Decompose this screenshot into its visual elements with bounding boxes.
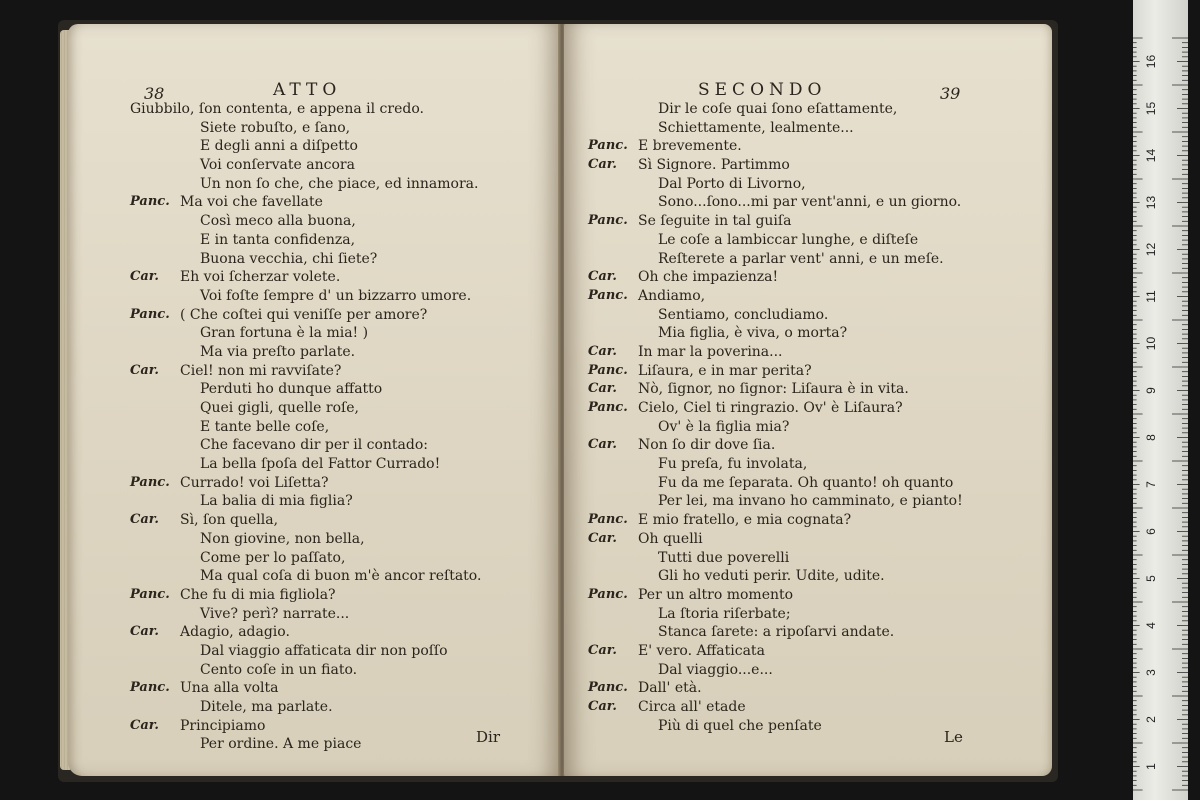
verse-text: Ma via preſto parlate. [200,343,356,360]
verse-text: La balia di mia figlia? [200,493,353,510]
verse-text: Per ordine. A me piace [200,736,362,753]
verse-text: Una alla volta [180,680,279,697]
text-line [588,156,963,175]
speaker-label: Car. [130,512,159,528]
text-line [130,362,481,381]
text-line [588,586,963,605]
verse-text: Sono...ſono...mi par vent'anni, e un giorno. [658,194,962,211]
verse-text: Non ſo dir dove ſia. [638,437,776,454]
text-line [588,399,963,418]
verse-text: Voi foſte ſempre d' un bizzarro umore. [200,287,472,304]
speaker-label [588,455,638,474]
speaker-label [588,306,638,325]
verse-text: Voi conſervate ancora [200,157,355,174]
speaker-label [588,492,638,511]
verse-text: Cento coſe in un fiato. [200,661,358,678]
speaker-label [588,231,638,250]
left-catchword: Dir [476,728,500,746]
verse-text: Liſaura, e in mar perita? [638,362,812,379]
verse-text: E brevemente. [638,138,742,155]
speaker-label: Car. [130,269,159,285]
speaker-label: Panc. [588,287,628,303]
text-line [130,343,481,362]
speaker-label [130,380,180,399]
text-line [130,717,481,736]
ruler-label: 3 [1144,669,1158,676]
verse-text: E mio fratello, e mia cognata? [638,512,852,529]
verse-text: Ciel! non mi ravviſate? [180,362,342,379]
speaker-label [130,156,180,175]
speaker-label [588,418,638,437]
text-line [588,492,963,511]
measuring-ruler [1133,0,1188,800]
verse-text: Dal viaggio...e... [658,661,773,678]
speaker-label [130,212,180,231]
speaker-label [130,399,180,418]
verse-text: La bella ſpoſa del Fattor Currado! [200,456,441,473]
speaker-label [588,100,638,119]
left-text-block [130,100,481,754]
text-line [588,661,963,680]
right-text-block [588,100,963,735]
speaker-label [130,605,180,624]
right-running-header: SECONDO [698,80,827,100]
verse-text: Nò, ſignor, no ſignor: Liſaura è in vita. [638,381,909,398]
speaker-label: Panc. [588,400,628,415]
verse-text: Tutti due poverelli [658,549,790,566]
verse-text: Ma voi che favellate [180,194,323,211]
text-line [130,549,481,568]
verse-text: Fu preſa, fu involata, [658,456,808,473]
speaker-label: Panc. [130,306,170,322]
speaker-label [130,418,180,437]
text-line [588,605,963,624]
text-line [130,605,481,624]
speaker-label [130,492,180,511]
speaker-label: Panc. [588,213,628,229]
verse-text: Ma qual coſa di buon m'è ancor reſtato. [200,568,482,585]
verse-text: Fu da me ſeparata. Oh quanto! oh quanto [658,474,954,491]
verse-text: Siete robuſto, e ſano, [200,119,351,136]
text-line [588,287,963,306]
ruler-label: 7 [1144,481,1158,488]
verse-text: Reſterete a parlar vent' anni, e un meſe. [658,250,944,267]
ruler-label: 5 [1144,575,1158,582]
text-line [588,567,963,586]
speaker-label [130,343,180,362]
verse-text: Dall' età. [638,680,702,697]
verse-text: Eh voi ſcherzar volete. [180,269,341,286]
verse-text: Per un altro momento [638,586,794,603]
text-line [130,250,481,269]
verse-text: Non giovine, non bella, [200,530,365,547]
right-page-number: 39 [940,84,961,103]
speaker-label [588,623,638,642]
speaker-label [588,567,638,586]
verse-text: Ov' è la figlia mia? [658,418,790,435]
ruler-label: 16 [1144,54,1158,69]
speaker-label: Car. [588,343,617,359]
speaker-label [130,231,180,250]
speaker-label [588,175,638,194]
text-line [130,474,481,493]
text-line [588,193,963,212]
text-line [130,436,481,455]
ruler-label: 15 [1144,101,1158,116]
speaker-label [130,324,180,343]
speaker-label [130,661,180,680]
speaker-label: Car. [130,717,159,733]
verse-text: Adagio, adagio. [180,624,290,641]
ruler-label: 14 [1144,148,1158,163]
verse-text: Andiamo, [638,287,706,304]
speaker-label: Panc. [588,138,628,154]
ruler-label: 1 [1144,763,1158,770]
speaker-label [588,661,638,680]
verse-text: Dir le coſe quai ſono eſattamente, [658,101,898,117]
text-line [588,642,963,661]
speaker-label [588,119,638,138]
speaker-label [588,474,638,493]
ruler-label: 4 [1144,622,1158,629]
speaker-label: Car. [588,269,617,285]
speaker-label [130,567,180,586]
speaker-label [130,455,180,474]
ruler-label: 13 [1144,195,1158,210]
text-line [130,418,481,437]
verse-text: La ſtoria riſerbate; [658,605,791,622]
verse-text: Principiamo [180,717,266,734]
verse-text: Cielo, Ciel ti ringrazio. Ov' è Liſaura? [638,400,903,416]
text-line [130,679,481,698]
text-line [588,474,963,493]
speaker-label: Panc. [588,680,628,696]
speaker-label [130,287,180,306]
text-line [588,175,963,194]
speaker-label [130,119,180,138]
verse-text: Come per lo paſſato, [200,549,346,566]
text-line [130,567,481,586]
speaker-label: Car. [130,624,159,640]
text-line [130,212,481,231]
text-line [130,735,481,754]
text-line [130,156,481,175]
speaker-label: Panc. [588,362,628,378]
text-line [130,306,481,325]
verse-text: Vive? perì? narrate... [200,605,350,622]
speaker-label [130,549,180,568]
text-line [130,231,481,250]
speaker-label: Car. [588,381,617,397]
text-line [588,717,963,736]
text-line [588,100,963,119]
text-line [588,362,963,381]
speaker-label [588,250,638,269]
verse-text: In mar la poverina... [638,343,783,360]
speaker-label [130,436,180,455]
text-line [588,119,963,138]
text-line [588,380,963,399]
speaker-label [130,735,180,754]
ruler-label: 12 [1144,242,1158,257]
verse-text: E tante belle coſe, [200,418,330,435]
speaker-label [588,324,638,343]
verse-text: Circa all' etade [638,699,746,715]
speaker-label: Panc. [130,586,170,602]
right-page [564,24,1052,776]
verse-text: Sentiamo, concludiamo. [658,306,829,323]
text-line [588,306,963,325]
verse-text: Dal Porto di Livorno, [658,175,806,192]
text-line [588,623,963,642]
text-line [130,492,481,511]
verse-text: Perduti ho dunque affatto [200,381,383,398]
verse-text: Oh quelli [638,530,703,547]
text-line [130,642,481,661]
speaker-label: Panc. [130,474,170,490]
verse-text: Un non ſo che, che piace, ed innamora. [200,175,479,192]
verse-text: Le coſe a lambiccar lunghe, e diſteſe [658,231,919,248]
text-line [588,137,963,156]
verse-text: Così meco alla buona, [200,213,356,230]
left-page-number: 38 [144,84,165,103]
text-line [588,698,963,717]
speaker-label [130,530,180,549]
text-line [130,268,481,287]
text-line [588,231,963,250]
verse-text: Schiettamente, lealmente... [658,119,854,136]
left-page [68,24,560,776]
text-line [130,137,481,156]
speaker-label [588,193,638,212]
verse-text: Gran fortuna è la mia! ) [200,325,369,342]
text-line [130,380,481,399]
speaker-label: Car. [130,362,159,378]
text-line [130,586,481,605]
text-line [588,250,963,269]
verse-text: Che fu di mia figliola? [180,586,336,603]
ruler-label: 2 [1144,716,1158,723]
ruler-label: 10 [1144,336,1158,351]
verse-text: ( Che coſtei qui veniſſe per amore? [180,306,428,323]
verse-text: Sì, ſon quella, [180,512,279,529]
text-line [588,418,963,437]
text-line [130,698,481,717]
speaker-label [130,175,180,194]
text-line [130,455,481,474]
ruler-label: 9 [1144,387,1158,394]
speaker-label: Panc. [130,680,170,696]
verse-text: E in tanta confidenza, [200,231,356,248]
verse-text: E' vero. Affaticata [638,642,765,659]
speaker-label: Panc. [588,512,628,528]
speaker-label [130,642,180,661]
verse-text: Se ſeguite in tal guiſa [638,213,792,230]
text-line [130,193,481,212]
text-line [130,324,481,343]
speaker-label [588,605,638,624]
verse-text: Sì Signore. Partimmo [638,157,790,174]
text-line [130,175,481,194]
speaker-label: Car. [588,157,617,173]
verse-text: Quei gigli, quelle roſe, [200,400,359,416]
ruler-scale [1133,0,1188,800]
speaker-label: Car. [588,530,617,546]
verse-text: Stanca ſarete: a ripoſarvi andate. [658,624,895,641]
verse-text: Oh che impazienza! [638,269,779,286]
text-line [588,530,963,549]
verse-text: Che facevano dir per il contado: [200,437,429,454]
speaker-label [588,717,638,736]
speaker-label: Car. [588,642,617,658]
text-line [130,100,481,119]
speaker-label: Panc. [588,586,628,602]
text-line [130,623,481,642]
text-line [588,455,963,474]
verse-text: Mia figlia, è viva, o morta? [658,325,848,342]
text-line [130,530,481,549]
text-line [130,511,481,530]
text-line [588,549,963,568]
verse-text: Per lei, ma invano ho camminato, e pianto! [658,493,963,510]
verse-text: Ditele, ma parlate. [200,699,333,715]
verse-text: Più di quel che penſate [658,717,822,734]
text-line [130,287,481,306]
right-catchword: Le [944,728,963,746]
verse-text: E degli anni a diſpetto [200,138,358,155]
left-running-header: ATTO [273,80,342,100]
speaker-label [130,250,180,269]
speaker-label [130,698,180,717]
speaker-label [130,137,180,156]
text-line [130,119,481,138]
speaker-label [588,549,638,568]
ruler-label: 8 [1144,434,1158,441]
verse-text: Gli ho veduti perir. Udite, udite. [658,568,885,585]
text-line [130,661,481,680]
text-line [588,436,963,455]
verse-text: Giubbilo, ſon contenta, e appena il credo. [130,101,424,117]
text-line [588,511,963,530]
verse-text: Currado! voi Liſetta? [180,474,329,491]
speaker-label: Car. [588,699,617,714]
text-line [588,268,963,287]
verse-text: Dal viaggio affaticata dir non poſſo [200,642,448,659]
text-line [588,324,963,343]
ruler-label: 6 [1144,528,1158,535]
text-line [130,399,481,418]
text-line [588,212,963,231]
ruler-label: 11 [1144,290,1158,303]
text-line [588,343,963,362]
speaker-label: Car. [588,437,617,453]
text-line [588,679,963,698]
verse-text: Buona vecchia, chi ſiete? [200,250,378,267]
speaker-label: Panc. [130,194,170,210]
